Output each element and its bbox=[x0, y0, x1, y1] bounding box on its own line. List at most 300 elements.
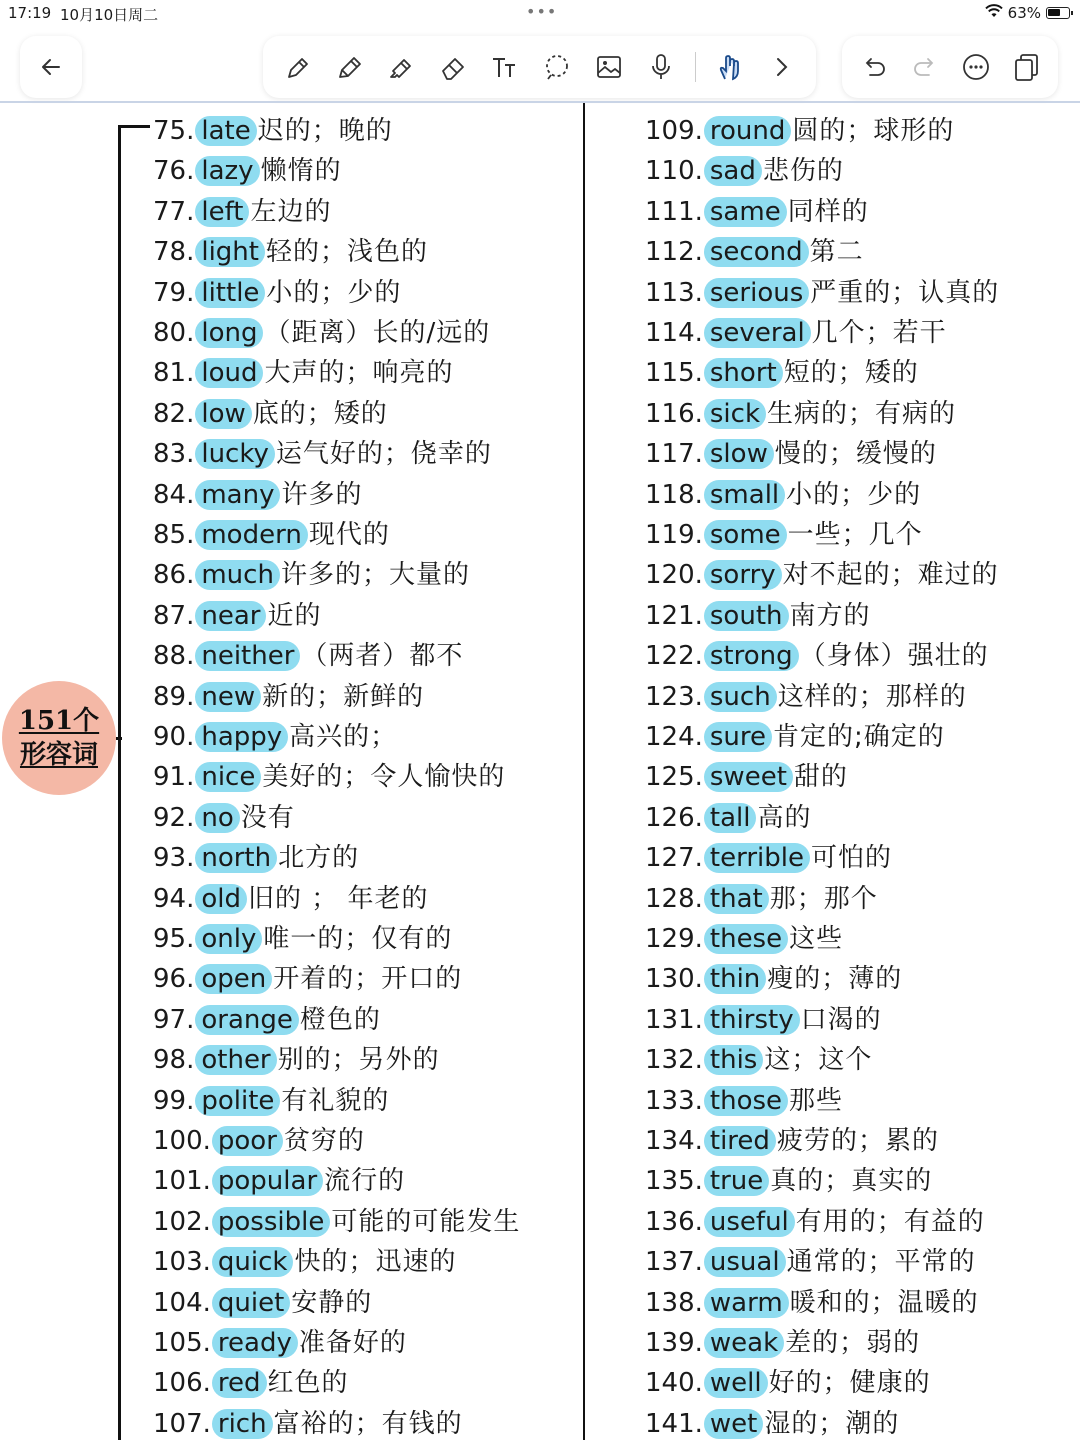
vocab-word: wet bbox=[704, 1409, 763, 1439]
vocab-word: loud bbox=[195, 358, 263, 388]
vocab-row bbox=[153, 1202, 520, 1242]
vocab-word: serious bbox=[704, 278, 809, 308]
vocab-number: 102. bbox=[153, 1206, 211, 1237]
vocab-row bbox=[645, 515, 923, 555]
vocab-number: 131. bbox=[645, 1004, 703, 1035]
vocab-row bbox=[645, 232, 864, 272]
vocab-row bbox=[153, 1323, 407, 1363]
vocab-meaning: 大声的；响亮的 bbox=[264, 358, 454, 389]
vocab-number: 125. bbox=[645, 762, 703, 793]
vocab-row bbox=[153, 838, 359, 878]
badge-line1: 151个 bbox=[18, 706, 100, 736]
vocab-word: left bbox=[195, 197, 249, 227]
vocab-word: near bbox=[195, 601, 266, 631]
vocab-meaning: 第二 bbox=[809, 237, 864, 268]
vocab-word: lucky bbox=[195, 439, 275, 469]
vocab-meaning: 唯一的；仅有的 bbox=[263, 924, 453, 954]
toolbar bbox=[0, 30, 1080, 102]
vocab-meaning: 短的；矮的 bbox=[783, 358, 919, 389]
vocab-meaning: 别的；另外的 bbox=[277, 1045, 440, 1076]
vocab-meaning: 暖和的；温暖的 bbox=[789, 1287, 979, 1318]
vocab-meaning: 好的；健康的 bbox=[768, 1368, 931, 1399]
vocab-number: 112. bbox=[645, 237, 703, 268]
vocab-meaning: 有用的；有益的 bbox=[795, 1206, 985, 1237]
vocab-word: second bbox=[704, 237, 809, 267]
vocab-word: long bbox=[195, 318, 263, 348]
vocab-word: usual bbox=[704, 1247, 786, 1277]
vocab-meaning: 对不起的；难过的 bbox=[782, 560, 999, 591]
vocab-word: tired bbox=[704, 1126, 776, 1156]
status-date: 10月10日周二 bbox=[60, 6, 159, 24]
vocab-row bbox=[153, 879, 429, 919]
vocab-meaning: 疲劳的；累的 bbox=[776, 1126, 939, 1156]
vocab-word: sad bbox=[704, 156, 762, 186]
vocab-word: happy bbox=[195, 722, 288, 752]
vocab-meaning: 瘦的；薄的 bbox=[767, 964, 903, 995]
vocab-row bbox=[153, 475, 363, 515]
vocab-word: light bbox=[195, 237, 265, 267]
vocab-number: 96. bbox=[153, 964, 195, 995]
vocab-row bbox=[645, 798, 811, 838]
eraser-icon[interactable] bbox=[435, 49, 471, 85]
vocab-number: 75. bbox=[153, 116, 195, 146]
vocab-number: 78. bbox=[153, 237, 195, 268]
vocab-number: 111. bbox=[645, 196, 703, 227]
vocab-word: quiet bbox=[212, 1288, 290, 1318]
vocab-row bbox=[645, 353, 919, 393]
vocab-number: 90. bbox=[153, 722, 195, 752]
vocab-meaning: 新的；新鲜的 bbox=[262, 681, 425, 712]
vocab-number: 103. bbox=[153, 1247, 211, 1278]
vocab-word: low bbox=[195, 399, 251, 429]
redo-icon[interactable] bbox=[907, 49, 943, 85]
vocab-row bbox=[153, 919, 452, 959]
back-button[interactable] bbox=[20, 36, 82, 98]
vocab-word: lazy bbox=[195, 156, 259, 186]
vocab-number: 97. bbox=[153, 1004, 195, 1035]
vocab-word: neither bbox=[195, 641, 300, 671]
vocab-word: weak bbox=[704, 1328, 784, 1358]
vocab-row bbox=[645, 1363, 931, 1403]
badge-connector bbox=[116, 737, 122, 740]
vocab-meaning: 安静的 bbox=[291, 1287, 373, 1318]
vocab-word: old bbox=[195, 884, 247, 914]
battery-fill bbox=[1048, 9, 1060, 16]
lasso-icon[interactable] bbox=[539, 49, 575, 85]
vocab-number: 130. bbox=[645, 964, 703, 995]
vocab-meaning: 那；那个 bbox=[769, 883, 878, 914]
vocab-word: only bbox=[195, 924, 262, 954]
vocab-meaning: 南方的 bbox=[789, 600, 871, 631]
pen-icon[interactable] bbox=[279, 49, 315, 85]
vocab-row bbox=[645, 1323, 920, 1363]
vocab-meaning: 快的；迅速的 bbox=[294, 1247, 457, 1278]
vocab-meaning: 口渴的 bbox=[800, 1004, 882, 1035]
vocab-row bbox=[645, 757, 848, 797]
bracket-top bbox=[120, 125, 150, 128]
vocab-word: slow bbox=[704, 439, 774, 469]
vocab-number: 99. bbox=[153, 1085, 195, 1116]
multitask-dots[interactable]: ••• bbox=[526, 2, 558, 21]
vocab-meaning: 这样的；那样的 bbox=[777, 681, 967, 712]
vocab-row bbox=[645, 111, 954, 151]
vocab-row bbox=[645, 717, 945, 757]
vocab-meaning: 流行的 bbox=[324, 1166, 406, 1197]
vocab-word: warm bbox=[704, 1288, 789, 1318]
vocab-row bbox=[645, 1040, 872, 1080]
vocab-number: 93. bbox=[153, 843, 195, 874]
vocab-number: 85. bbox=[153, 520, 195, 550]
vocab-meaning: 橙色的 bbox=[299, 1004, 381, 1035]
vocab-row bbox=[645, 1081, 843, 1121]
vocab-number: 95. bbox=[153, 924, 195, 954]
vocab-word: possible bbox=[212, 1207, 330, 1237]
vocab-word: small bbox=[704, 480, 785, 510]
vocab-number: 105. bbox=[153, 1328, 211, 1358]
vocab-meaning: 有礼貌的 bbox=[281, 1085, 390, 1116]
vocab-word: sorry bbox=[704, 560, 782, 590]
vocab-row bbox=[645, 1121, 939, 1161]
vocab-meaning: 可怕的 bbox=[810, 843, 892, 874]
vocab-meaning: 富裕的；有钱的 bbox=[273, 1408, 463, 1439]
vocab-row bbox=[645, 1242, 976, 1282]
vocab-row bbox=[153, 1040, 440, 1080]
vocab-meaning: 悲伤的 bbox=[762, 156, 844, 187]
vocab-word: thin bbox=[704, 964, 766, 994]
vocab-row bbox=[645, 677, 967, 717]
vocab-number: 109. bbox=[645, 116, 703, 146]
vocab-number: 138. bbox=[645, 1287, 703, 1318]
bracket-line bbox=[118, 125, 121, 1440]
vocab-meaning: 高的 bbox=[757, 802, 812, 833]
vocab-meaning: 同样的 bbox=[787, 196, 869, 227]
vocab-meaning: 真的；真实的 bbox=[770, 1166, 933, 1197]
vocab-row bbox=[645, 959, 902, 999]
vocab-word: thirsty bbox=[704, 1005, 800, 1035]
document-actions bbox=[842, 36, 1058, 98]
vocab-word: south bbox=[704, 601, 789, 631]
vocab-word: little bbox=[195, 278, 265, 308]
vocab-row bbox=[153, 1081, 389, 1121]
vocab-meaning: 几个；若干 bbox=[811, 318, 947, 348]
vocab-row bbox=[153, 515, 390, 555]
vocab-word: much bbox=[195, 560, 280, 590]
vocab-meaning: （两者）都不 bbox=[301, 641, 464, 672]
vocab-row bbox=[153, 151, 342, 191]
vocab-number: 134. bbox=[645, 1126, 703, 1156]
vocab-number: 86. bbox=[153, 560, 195, 591]
vocab-number: 76. bbox=[153, 156, 195, 187]
vocab-row bbox=[153, 394, 388, 434]
vocab-number: 92. bbox=[153, 802, 195, 833]
vocab-meaning: 美好的；令人愉快的 bbox=[262, 762, 506, 793]
vocab-word: tall bbox=[704, 803, 757, 833]
vocab-number: 82. bbox=[153, 398, 195, 429]
vocab-row bbox=[645, 434, 937, 474]
vocab-number: 106. bbox=[153, 1368, 211, 1399]
vocab-meaning: 准备好的 bbox=[298, 1328, 407, 1358]
vocab-meaning: （身体）强壮的 bbox=[799, 641, 989, 672]
vocab-row bbox=[645, 879, 878, 919]
vocab-meaning: 生病的；有病的 bbox=[767, 398, 957, 429]
vocab-number: 126. bbox=[645, 802, 703, 833]
vocab-number: 119. bbox=[645, 520, 703, 550]
vocab-meaning: 贫穷的 bbox=[283, 1126, 365, 1156]
vocab-row bbox=[153, 111, 393, 151]
vocab-row bbox=[645, 636, 989, 676]
vocab-number: 132. bbox=[645, 1045, 703, 1076]
undo-icon[interactable] bbox=[856, 49, 892, 85]
vocab-word: north bbox=[195, 843, 277, 873]
vocab-word: useful bbox=[704, 1207, 795, 1237]
vocab-row bbox=[153, 232, 428, 272]
vocab-row bbox=[153, 353, 454, 393]
back-arrow-icon bbox=[33, 49, 69, 85]
status-right bbox=[985, 4, 1070, 22]
vocab-word: quick bbox=[212, 1247, 294, 1277]
vocab-meaning: 高兴的； bbox=[289, 722, 398, 752]
vocab-meaning: 开着的；开口的 bbox=[273, 964, 463, 995]
vocab-meaning: 现代的 bbox=[308, 520, 390, 550]
vocab-number: 141. bbox=[645, 1408, 703, 1439]
vocab-number: 81. bbox=[153, 358, 195, 389]
vocab-word: new bbox=[195, 682, 261, 712]
vocab-row bbox=[645, 596, 871, 636]
vocab-meaning: 北方的 bbox=[278, 843, 360, 874]
vocab-row bbox=[645, 394, 956, 434]
status-time: 17:19 bbox=[8, 4, 52, 22]
vocab-word: these bbox=[704, 924, 788, 954]
vocab-number: 139. bbox=[645, 1328, 703, 1358]
vocab-row bbox=[645, 919, 843, 959]
vocab-row bbox=[153, 798, 295, 838]
vocab-meaning: 严重的；认真的 bbox=[810, 277, 1000, 308]
vocab-meaning: 没有 bbox=[240, 802, 295, 833]
vocab-number: 137. bbox=[645, 1247, 703, 1278]
battery-icon bbox=[1046, 7, 1070, 19]
vocab-number: 114. bbox=[645, 318, 703, 348]
vocab-meaning: 旧的 ； 年老的 bbox=[248, 883, 429, 914]
hand-touch-icon[interactable] bbox=[712, 49, 748, 85]
vocab-meaning: 小的；少的 bbox=[266, 277, 402, 308]
vocab-number: 123. bbox=[645, 681, 703, 712]
vocab-meaning: 慢的；缓慢的 bbox=[774, 439, 937, 470]
vocab-row bbox=[645, 1161, 932, 1201]
vocab-word: strong bbox=[704, 641, 799, 671]
vocab-row bbox=[153, 192, 332, 232]
vocab-row bbox=[153, 1404, 463, 1440]
vocab-meaning: 湿的；潮的 bbox=[764, 1408, 900, 1439]
vocab-number: 124. bbox=[645, 722, 703, 752]
vocab-word: true bbox=[704, 1166, 769, 1196]
vocab-row bbox=[645, 838, 892, 878]
vocab-row bbox=[153, 555, 470, 595]
vocab-meaning: 迟的；晚的 bbox=[257, 116, 393, 146]
vocab-word: orange bbox=[195, 1005, 299, 1035]
vocab-number: 128. bbox=[645, 883, 703, 914]
vocab-word: modern bbox=[195, 520, 307, 550]
vocab-word: those bbox=[704, 1086, 788, 1116]
status-bar bbox=[0, 0, 1080, 26]
vocab-meaning: 许多的 bbox=[281, 479, 363, 510]
vocab-number: 121. bbox=[645, 600, 703, 631]
vocab-row bbox=[153, 959, 462, 999]
vocab-number: 136. bbox=[645, 1206, 703, 1237]
vocab-meaning: 底的；矮的 bbox=[252, 398, 388, 429]
drawing-tools bbox=[263, 36, 816, 98]
vocab-meaning: 轻的；浅色的 bbox=[265, 237, 428, 268]
chevron-right-icon[interactable] bbox=[764, 49, 800, 85]
vocab-word: other bbox=[195, 1045, 276, 1075]
vocab-number: 79. bbox=[153, 277, 195, 308]
vocab-word: many bbox=[195, 480, 280, 510]
vocab-row bbox=[153, 757, 505, 797]
vocab-row bbox=[153, 1242, 456, 1282]
vocab-meaning: 差的；弱的 bbox=[785, 1328, 921, 1358]
vocab-word: open bbox=[195, 964, 272, 994]
vocab-number: 115. bbox=[645, 358, 703, 389]
vocab-number: 84. bbox=[153, 479, 195, 510]
text-tool-icon[interactable] bbox=[487, 49, 523, 85]
vocab-word: round bbox=[704, 116, 792, 146]
vocab-number: 91. bbox=[153, 762, 195, 793]
column-divider bbox=[583, 103, 585, 1440]
vocab-meaning: 懒惰的 bbox=[260, 156, 342, 187]
microphone-icon[interactable] bbox=[643, 49, 679, 85]
vocab-meaning: （距离）长的/远的 bbox=[264, 318, 491, 348]
vocab-row bbox=[153, 313, 490, 353]
vocab-number: 89. bbox=[153, 681, 195, 712]
vocab-row bbox=[153, 636, 463, 676]
vocab-meaning: 一些；几个 bbox=[787, 520, 923, 550]
vocab-number: 116. bbox=[645, 398, 703, 429]
vocab-number: 117. bbox=[645, 439, 703, 470]
vocab-word: sure bbox=[704, 722, 772, 752]
highlighter-icon[interactable] bbox=[383, 49, 419, 85]
vocab-number: 135. bbox=[645, 1166, 703, 1197]
vocab-row bbox=[153, 1363, 349, 1403]
vocab-row bbox=[645, 555, 999, 595]
vocab-row bbox=[153, 596, 321, 636]
vocab-number: 127. bbox=[645, 843, 703, 874]
image-icon[interactable] bbox=[591, 49, 627, 85]
vocab-number: 122. bbox=[645, 641, 703, 672]
vocab-number: 110. bbox=[645, 156, 703, 187]
vocab-number: 80. bbox=[153, 318, 195, 348]
vocab-row bbox=[645, 475, 921, 515]
note-canvas[interactable] bbox=[0, 103, 1080, 1440]
vocab-number: 104. bbox=[153, 1287, 211, 1318]
vocab-meaning: 许多的；大量的 bbox=[280, 560, 470, 591]
vocab-word: poor bbox=[212, 1126, 283, 1156]
vocab-word: ready bbox=[212, 1328, 298, 1358]
badge-line2: 形容词 bbox=[19, 740, 98, 770]
vocab-number: 94. bbox=[153, 883, 195, 914]
vocab-row bbox=[645, 1000, 882, 1040]
vocab-meaning: 这些 bbox=[789, 924, 844, 954]
vocab-row bbox=[153, 1000, 381, 1040]
vocab-meaning: 可能的可能发生 bbox=[331, 1206, 521, 1237]
vocab-number: 140. bbox=[645, 1368, 703, 1399]
vocab-word: late bbox=[195, 116, 256, 146]
vocab-number: 118. bbox=[645, 479, 703, 510]
vocab-meaning: 左边的 bbox=[250, 196, 332, 227]
pages-icon[interactable] bbox=[1009, 49, 1045, 85]
vocab-meaning: 这；这个 bbox=[764, 1045, 873, 1076]
vocab-row bbox=[153, 717, 397, 757]
vocab-word: no bbox=[195, 803, 239, 833]
vocab-row bbox=[153, 677, 424, 717]
battery-percent: 63% bbox=[1007, 4, 1041, 22]
vocab-number: 129. bbox=[645, 924, 703, 954]
vocab-word: nice bbox=[195, 762, 261, 792]
vocab-word: same bbox=[704, 197, 787, 227]
vocab-word: such bbox=[704, 682, 777, 712]
vocab-meaning: 那些 bbox=[789, 1085, 844, 1116]
vocab-row bbox=[153, 1283, 372, 1323]
vocab-meaning: 运气好的；侥幸的 bbox=[275, 439, 492, 470]
vocab-number: 87. bbox=[153, 600, 195, 631]
toolbar-separator bbox=[695, 52, 696, 82]
vocab-row bbox=[645, 1202, 985, 1242]
vocab-row bbox=[645, 151, 844, 191]
vocab-number: 88. bbox=[153, 641, 195, 672]
vocab-word: several bbox=[704, 318, 811, 348]
vocab-number: 120. bbox=[645, 560, 703, 591]
vocab-row bbox=[153, 1161, 405, 1201]
vocab-row bbox=[645, 273, 999, 313]
vocab-row bbox=[153, 1121, 365, 1161]
vocab-word: well bbox=[704, 1368, 768, 1398]
vocab-meaning: 肯定的;确定的 bbox=[773, 722, 945, 752]
vocab-number: 98. bbox=[153, 1045, 195, 1076]
vocab-number: 101. bbox=[153, 1166, 211, 1197]
vocab-word: short bbox=[704, 358, 783, 388]
vocab-number: 113. bbox=[645, 277, 703, 308]
more-icon[interactable] bbox=[958, 49, 994, 85]
vocab-meaning: 近的 bbox=[267, 600, 322, 631]
vocab-word: sweet bbox=[704, 762, 793, 792]
vocab-meaning: 小的；少的 bbox=[786, 479, 922, 510]
vocab-meaning: 圆的；球形的 bbox=[792, 116, 955, 146]
vocab-word: polite bbox=[195, 1086, 280, 1116]
vocab-word: that bbox=[704, 884, 769, 914]
vocab-word: terrible bbox=[704, 843, 810, 873]
vocab-word: some bbox=[704, 520, 787, 550]
vocab-number: 133. bbox=[645, 1085, 703, 1116]
vocab-row bbox=[645, 192, 869, 232]
vocab-word: red bbox=[212, 1368, 267, 1398]
vocab-meaning: 红色的 bbox=[267, 1368, 349, 1399]
vocab-number: 100. bbox=[153, 1126, 211, 1156]
topic-badge bbox=[2, 681, 116, 795]
vocab-word: this bbox=[704, 1045, 763, 1075]
vocab-number: 83. bbox=[153, 439, 195, 470]
vocab-word: sick bbox=[704, 399, 766, 429]
vocab-word: rich bbox=[212, 1409, 273, 1439]
pencil-icon[interactable] bbox=[331, 49, 367, 85]
wifi-icon bbox=[985, 4, 1003, 22]
vocab-meaning: 通常的；平常的 bbox=[786, 1247, 976, 1278]
vocab-word: popular bbox=[212, 1166, 323, 1196]
vocab-number: 107. bbox=[153, 1408, 211, 1439]
vocab-row bbox=[645, 1283, 979, 1323]
vocab-row bbox=[153, 434, 492, 474]
vocab-number: 77. bbox=[153, 196, 195, 227]
vocab-row bbox=[153, 273, 401, 313]
vocab-row bbox=[645, 313, 947, 353]
vocab-row bbox=[645, 1404, 899, 1440]
